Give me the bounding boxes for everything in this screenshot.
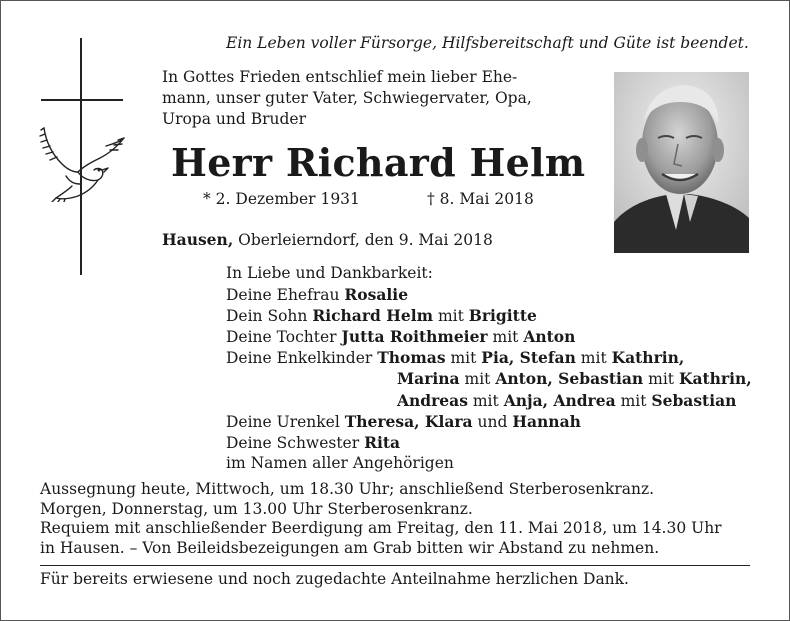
grandchildren-line: [226, 368, 752, 389]
relative-name: Anton: [523, 327, 576, 347]
portrait-photo: [614, 72, 749, 253]
place-date: [162, 230, 493, 249]
cross-icon-bar: [41, 99, 123, 101]
intro-text: [162, 67, 580, 130]
relative-name: Theresa, Klara: [344, 411, 473, 431]
funeral-line: Aussegnung heute, Mittwoch, um 18.30 Uhr; anschließend Sterberosenkranz.: [40, 480, 655, 498]
relative-name: Jutta Roithmeier: [341, 327, 488, 347]
relation-label: Deine Ehefrau: [226, 286, 345, 305]
relative-name: Anton, Sebastian: [495, 369, 644, 389]
grandchildren-line: [377, 349, 684, 367]
intro-line: Uropa und Bruder: [162, 110, 306, 128]
relative-name: Brigitte: [468, 306, 537, 326]
funeral-details: [40, 480, 722, 558]
relative-name: Anja, Andrea: [503, 390, 616, 410]
relative-name: Rita: [364, 432, 401, 452]
dove-icon: [38, 120, 126, 202]
relative-name: Kathrin,: [611, 348, 685, 368]
connector-text: mit: [459, 370, 496, 389]
death-date: † 8. Mai 2018: [427, 190, 534, 208]
place-town: Hausen,: [162, 230, 234, 249]
deceased-name: Herr Richard Helm: [171, 140, 586, 185]
relation-label: Deine Tochter: [226, 328, 342, 347]
connector-text: mit: [615, 391, 652, 410]
motto: Ein Leben voller Fürsorge, Hilfsbereitschaft und Güte ist beendet.: [226, 34, 749, 52]
relative-name: Thomas: [377, 348, 446, 368]
place-rest: Oberleierndorf, den 9. Mai 2018: [233, 231, 493, 249]
family-grandchildren: [226, 347, 752, 368]
connector-text: mit: [467, 391, 504, 410]
family-sister: [226, 432, 752, 453]
relation-label: Deine Schwester: [226, 433, 365, 452]
intro-line: mann, unser guter Vater, Schwiegervater, Opa,: [162, 89, 532, 107]
funeral-line: Requiem mit anschließender Beerdigung am Freitag, den 11. Mai 2018, um 14.30 Uhr: [40, 519, 722, 538]
funeral-line: in Hausen. – Von Beileidsbezeigungen am Grab bitten wir Abstand zu nehmen.: [40, 538, 660, 557]
family-closing: im Namen aller Angehörigen: [226, 453, 454, 472]
family-list: [226, 263, 752, 474]
thanks-line: Für bereits erwiesene und noch zugedachte Anteilnahme herzlichen Dank.: [40, 570, 629, 588]
relation-label: Dein Sohn: [226, 307, 313, 326]
relative-name: Marina: [397, 369, 460, 389]
connector-text: mit: [487, 328, 524, 347]
connector-text: mit: [643, 370, 679, 389]
relation-label: Deine Enkelkinder: [226, 349, 378, 368]
connector-text: mit: [433, 307, 469, 326]
family-daughter: [226, 326, 752, 347]
connector-text: mit: [445, 349, 482, 368]
family-opening: In Liebe und Dankbarkeit:: [226, 264, 433, 282]
birth-date: * 2. Dezember 1931: [203, 190, 360, 208]
intro-line: In Gottes Frieden entschlief mein lieber Ehe-: [162, 68, 518, 86]
family-wife: [226, 284, 752, 305]
family-son: [226, 305, 752, 326]
relation-label: Deine Urenkel: [226, 412, 345, 431]
relative-name: Hannah: [512, 411, 581, 431]
relative-name: Andreas: [397, 390, 468, 410]
relative-name: Rosalie: [344, 285, 409, 305]
divider: [40, 565, 750, 566]
funeral-line: Morgen, Donnerstag, um 13.00 Uhr Sterberosenkranz.: [40, 499, 473, 518]
relative-name: Pia, Stefan: [481, 348, 576, 368]
life-dates: [203, 190, 534, 208]
relative-name: Sebastian: [651, 390, 737, 410]
relative-name: Richard Helm: [312, 306, 434, 326]
connector-text: mit: [575, 349, 612, 368]
relative-name: Kathrin,: [678, 369, 752, 389]
family-great-grandchildren: [226, 411, 752, 432]
connector-text: und: [472, 412, 513, 431]
grandchildren-line: [226, 390, 752, 411]
